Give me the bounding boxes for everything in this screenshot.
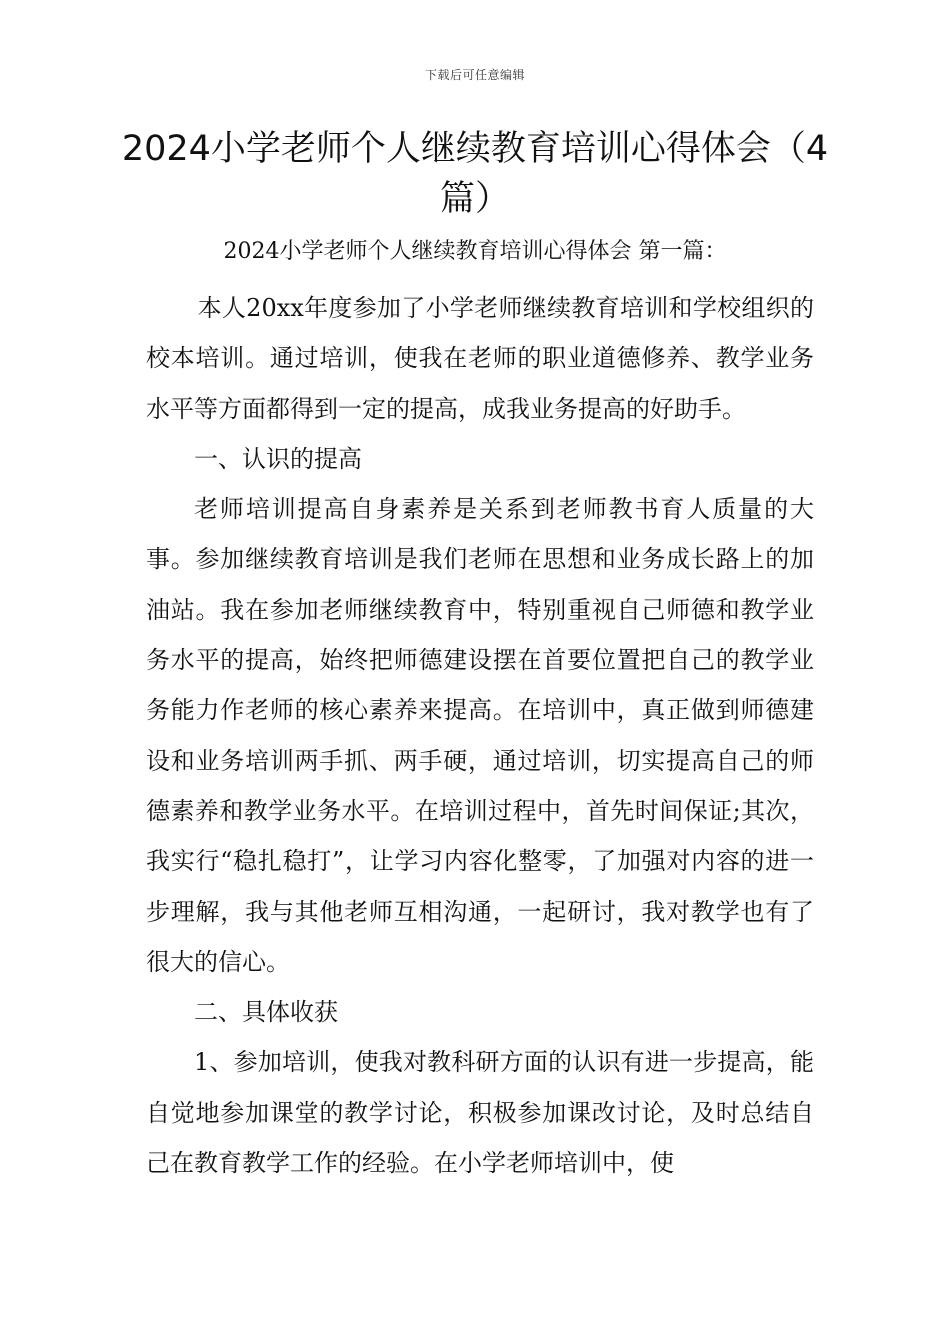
document-title: 2024小学老师个人继续教育培训心得体会（4篇） xyxy=(121,129,829,219)
heading-gains: 二、具体收获 xyxy=(194,998,338,1027)
heading-recognition: 一、认识的提高 xyxy=(194,444,362,473)
document-body xyxy=(146,283,814,1188)
paragraph-gains-1: 1、参加培训，使我对教科研方面的认识有进一步提高，能自觉地参加课堂的教学讨论，积极参加课改讨论，及时总结自己在教育教学工作的经验。在小学老师培训中，使 xyxy=(146,1048,814,1178)
section-subtitle: 2024小学老师个人继续教育培训心得体会 第一篇： xyxy=(223,239,727,264)
paragraph-recognition: 老师培训提高自身素养是关系到老师教书育人质量的大事。参加继续教育培训是我们老师在思想和业务成长路上的加油站。我在参加老师继续教育中，特别重视自己师德和教学业务水平的提高，始终把师德建设摆在首要位置把自己的教学业务能力作老师的核心素养来提高。在培训中，真正做到师德建设和业务培训两手抓、两手硬，通过培训，切实提高自己的师德素养和教学业务水平。在培训过程中，首先时间保证;其次，我实行“稳扎稳打”，让学习内容化整零，了加强对内容的进一步理解，我与其他老师互相沟通，一起研讨，我对教学也有了很大的信心。 xyxy=(146,495,814,976)
header-note: 下载后可任意编辑 xyxy=(424,68,525,82)
paragraph-intro: 本人20xx年度参加了小学老师继续教育培训和学校组织的校本培训。通过培训，使我在老师的职业道德修养、教学业务水平等方面都得到一定的提高，成我业务提高的好助手。 xyxy=(146,294,814,423)
